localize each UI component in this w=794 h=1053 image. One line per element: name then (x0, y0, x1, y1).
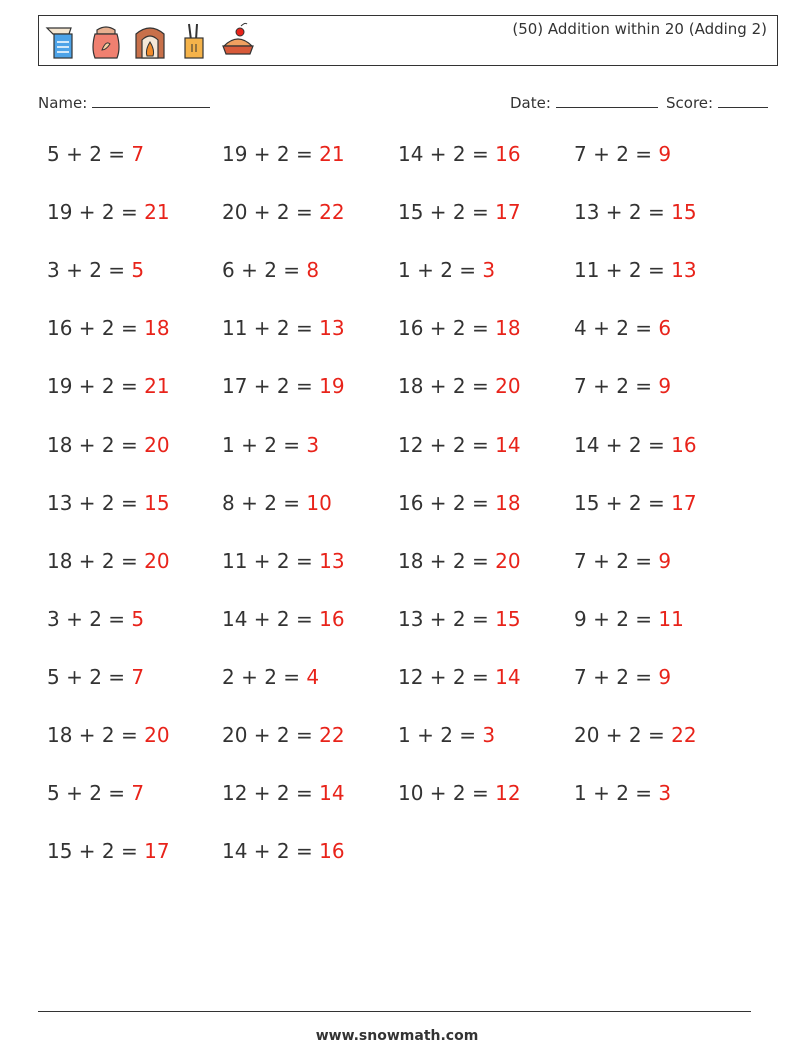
problem-expression: 18 + 2 = (47, 548, 145, 573)
problem-answer: 9 (658, 142, 672, 166)
problem-item (574, 142, 671, 166)
problem-expression: 15 + 2 = (574, 490, 672, 515)
problem-expression: 7 + 2 = (574, 664, 659, 689)
problem-item (574, 781, 671, 805)
date-field (510, 93, 658, 112)
name-blank (92, 93, 210, 108)
footer-divider (38, 1011, 751, 1012)
problem-answer: 19 (319, 374, 345, 399)
problem-expression: 12 + 2 = (398, 432, 496, 457)
problem-answer: 17 (144, 839, 170, 864)
measuring-cup-icon (45, 20, 79, 62)
utensil-jar-icon (177, 20, 211, 62)
problem-expression: 18 + 2 = (47, 432, 145, 457)
problem-expression: 7 + 2 = (574, 548, 659, 573)
problem-answer: 20 (144, 723, 170, 747)
problem-item (222, 491, 332, 515)
problem-answer: 16 (319, 606, 345, 631)
problem-answer: 16 (671, 432, 697, 457)
problem-expression: 5 + 2 = (47, 142, 132, 166)
problem-answer: 17 (671, 490, 697, 515)
problem-item (574, 200, 697, 224)
problem-answer: 6 (658, 316, 672, 341)
score-blank (718, 93, 768, 108)
problem-answer: 3 (482, 258, 496, 283)
problem-item (47, 316, 170, 340)
problem-expression: 14 + 2 = (222, 606, 320, 631)
problem-answer: 7 (131, 142, 145, 166)
problem-item (574, 549, 671, 573)
problem-item (398, 491, 521, 515)
flour-sack-icon (89, 20, 123, 62)
problem-expression: 13 + 2 = (47, 490, 145, 515)
problem-answer: 15 (144, 490, 170, 515)
problem-expression: 17 + 2 = (222, 374, 320, 399)
problem-item (222, 549, 345, 573)
problem-expression: 14 + 2 = (574, 432, 672, 457)
problem-item (222, 781, 345, 805)
problem-expression: 11 + 2 = (222, 548, 320, 573)
problem-item (574, 433, 697, 457)
problem-expression: 10 + 2 = (398, 781, 496, 806)
problem-expression: 3 + 2 = (47, 258, 132, 283)
problem-answer: 20 (495, 548, 521, 573)
problem-item (47, 781, 144, 805)
problem-answer: 3 (306, 432, 320, 457)
problem-item (222, 665, 319, 689)
problem-item (398, 316, 521, 340)
problem-item (574, 665, 671, 689)
problem-item (398, 200, 521, 224)
problem-expression: 12 + 2 = (222, 781, 320, 806)
problem-answer: 12 (495, 781, 521, 806)
problem-expression: 18 + 2 = (47, 723, 145, 747)
problem-answer: 22 (319, 200, 345, 225)
problem-item (47, 142, 144, 166)
problem-item (47, 374, 170, 398)
problem-expression: 16 + 2 = (47, 316, 145, 341)
problem-answer: 13 (319, 548, 345, 573)
problem-expression: 19 + 2 = (47, 200, 145, 225)
problem-answer: 14 (495, 664, 521, 689)
problem-answer: 18 (495, 316, 521, 341)
problem-expression: 15 + 2 = (398, 200, 496, 225)
problem-expression: 16 + 2 = (398, 316, 496, 341)
problem-answer: 9 (658, 664, 672, 689)
header-icons (45, 20, 255, 62)
problem-expression: 8 + 2 = (222, 490, 307, 515)
problem-item (222, 723, 345, 747)
problem-answer: 7 (131, 781, 145, 806)
problem-answer: 10 (306, 490, 332, 515)
problem-item (222, 200, 345, 224)
problem-answer: 21 (144, 374, 170, 399)
problem-item (398, 258, 495, 282)
problem-answer: 3 (482, 723, 496, 747)
problem-expression: 6 + 2 = (222, 258, 307, 283)
problem-expression: 15 + 2 = (47, 839, 145, 864)
problem-expression: 11 + 2 = (574, 258, 672, 283)
problem-expression: 18 + 2 = (398, 374, 496, 399)
footer-site: www.snowmath.com (315, 1028, 479, 1044)
problem-item (574, 491, 697, 515)
problem-answer: 14 (495, 432, 521, 457)
problem-expression: 20 + 2 = (222, 200, 320, 225)
problem-item (47, 549, 170, 573)
problem-answer: 14 (319, 781, 345, 806)
problem-answer: 17 (495, 200, 521, 225)
problem-item (398, 549, 521, 573)
problem-expression: 13 + 2 = (398, 606, 496, 631)
problem-item (47, 723, 170, 747)
problem-expression: 14 + 2 = (398, 142, 496, 166)
problem-item (222, 316, 345, 340)
problem-item (222, 839, 345, 863)
problem-item (47, 839, 170, 863)
problem-answer: 21 (319, 142, 345, 166)
date-blank (556, 93, 658, 108)
problem-answer: 16 (319, 839, 345, 864)
problem-expression: 12 + 2 = (398, 664, 496, 689)
worksheet-header (38, 15, 778, 66)
problem-item (398, 374, 521, 398)
cherry-pie-icon (221, 20, 255, 62)
problem-answer: 9 (658, 548, 672, 573)
problem-item (574, 316, 671, 340)
problem-answer: 13 (671, 258, 697, 283)
problem-answer: 11 (658, 606, 684, 631)
problem-expression: 19 + 2 = (47, 374, 145, 399)
problem-item (398, 781, 521, 805)
problem-item (574, 374, 671, 398)
problem-answer: 5 (131, 258, 145, 283)
problem-expression: 9 + 2 = (574, 606, 659, 631)
problem-answer: 21 (144, 200, 170, 225)
problem-answer: 20 (495, 374, 521, 399)
problem-expression: 16 + 2 = (398, 490, 496, 515)
problem-item (574, 258, 697, 282)
problem-answer: 20 (144, 432, 170, 457)
fireplace-icon (133, 20, 167, 62)
name-field (38, 93, 210, 112)
problem-item (47, 665, 144, 689)
problem-item (47, 491, 170, 515)
problem-item (222, 258, 319, 282)
problem-item (47, 200, 170, 224)
problem-expression: 13 + 2 = (574, 200, 672, 225)
problem-answer: 5 (131, 606, 145, 631)
problem-answer: 16 (495, 142, 521, 166)
problem-expression: 1 + 2 = (398, 258, 483, 283)
problem-expression: 19 + 2 = (222, 142, 320, 166)
problem-expression: 7 + 2 = (574, 374, 659, 399)
name-label: Name: (38, 94, 88, 112)
problem-expression: 18 + 2 = (398, 548, 496, 573)
problem-answer: 9 (658, 374, 672, 399)
problem-expression: 20 + 2 = (222, 723, 320, 747)
problem-item (222, 607, 345, 631)
problem-expression: 20 + 2 = (574, 723, 672, 747)
problem-expression: 2 + 2 = (222, 664, 307, 689)
score-field (666, 93, 768, 112)
problem-item (574, 723, 697, 747)
problem-answer: 7 (131, 664, 145, 689)
problem-expression: 11 + 2 = (222, 316, 320, 341)
problem-expression: 7 + 2 = (574, 142, 659, 166)
problem-item (398, 723, 495, 747)
problem-answer: 13 (319, 316, 345, 341)
problem-answer: 3 (658, 781, 672, 806)
problem-expression: 3 + 2 = (47, 606, 132, 631)
problem-answer: 18 (495, 490, 521, 515)
problem-item (398, 665, 521, 689)
problem-item (47, 258, 144, 282)
problem-item (222, 374, 345, 398)
problem-item (222, 142, 345, 166)
problem-answer: 15 (671, 200, 697, 225)
problem-answer: 22 (319, 723, 345, 747)
problem-expression: 1 + 2 = (574, 781, 659, 806)
problem-answer: 18 (144, 316, 170, 341)
problem-item (398, 607, 521, 631)
problem-item (574, 607, 684, 631)
problem-answer: 8 (306, 258, 320, 283)
problem-item (398, 142, 521, 166)
problem-item (398, 433, 521, 457)
problem-expression: 14 + 2 = (222, 839, 320, 864)
problem-answer: 4 (306, 664, 320, 689)
worksheet-title: (50) Addition within 20 (Adding 2) (512, 20, 767, 38)
problem-expression: 1 + 2 = (398, 723, 483, 747)
score-label: Score: (666, 94, 714, 112)
problem-answer: 20 (144, 548, 170, 573)
problem-item (47, 433, 170, 457)
date-label: Date: (510, 94, 551, 112)
problem-expression: 5 + 2 = (47, 781, 132, 806)
problem-answer: 15 (495, 606, 521, 631)
problem-expression: 4 + 2 = (574, 316, 659, 341)
problem-expression: 1 + 2 = (222, 432, 307, 457)
problem-answer: 22 (671, 723, 697, 747)
problem-expression: 5 + 2 = (47, 664, 132, 689)
problem-item (222, 433, 319, 457)
problem-item (47, 607, 144, 631)
